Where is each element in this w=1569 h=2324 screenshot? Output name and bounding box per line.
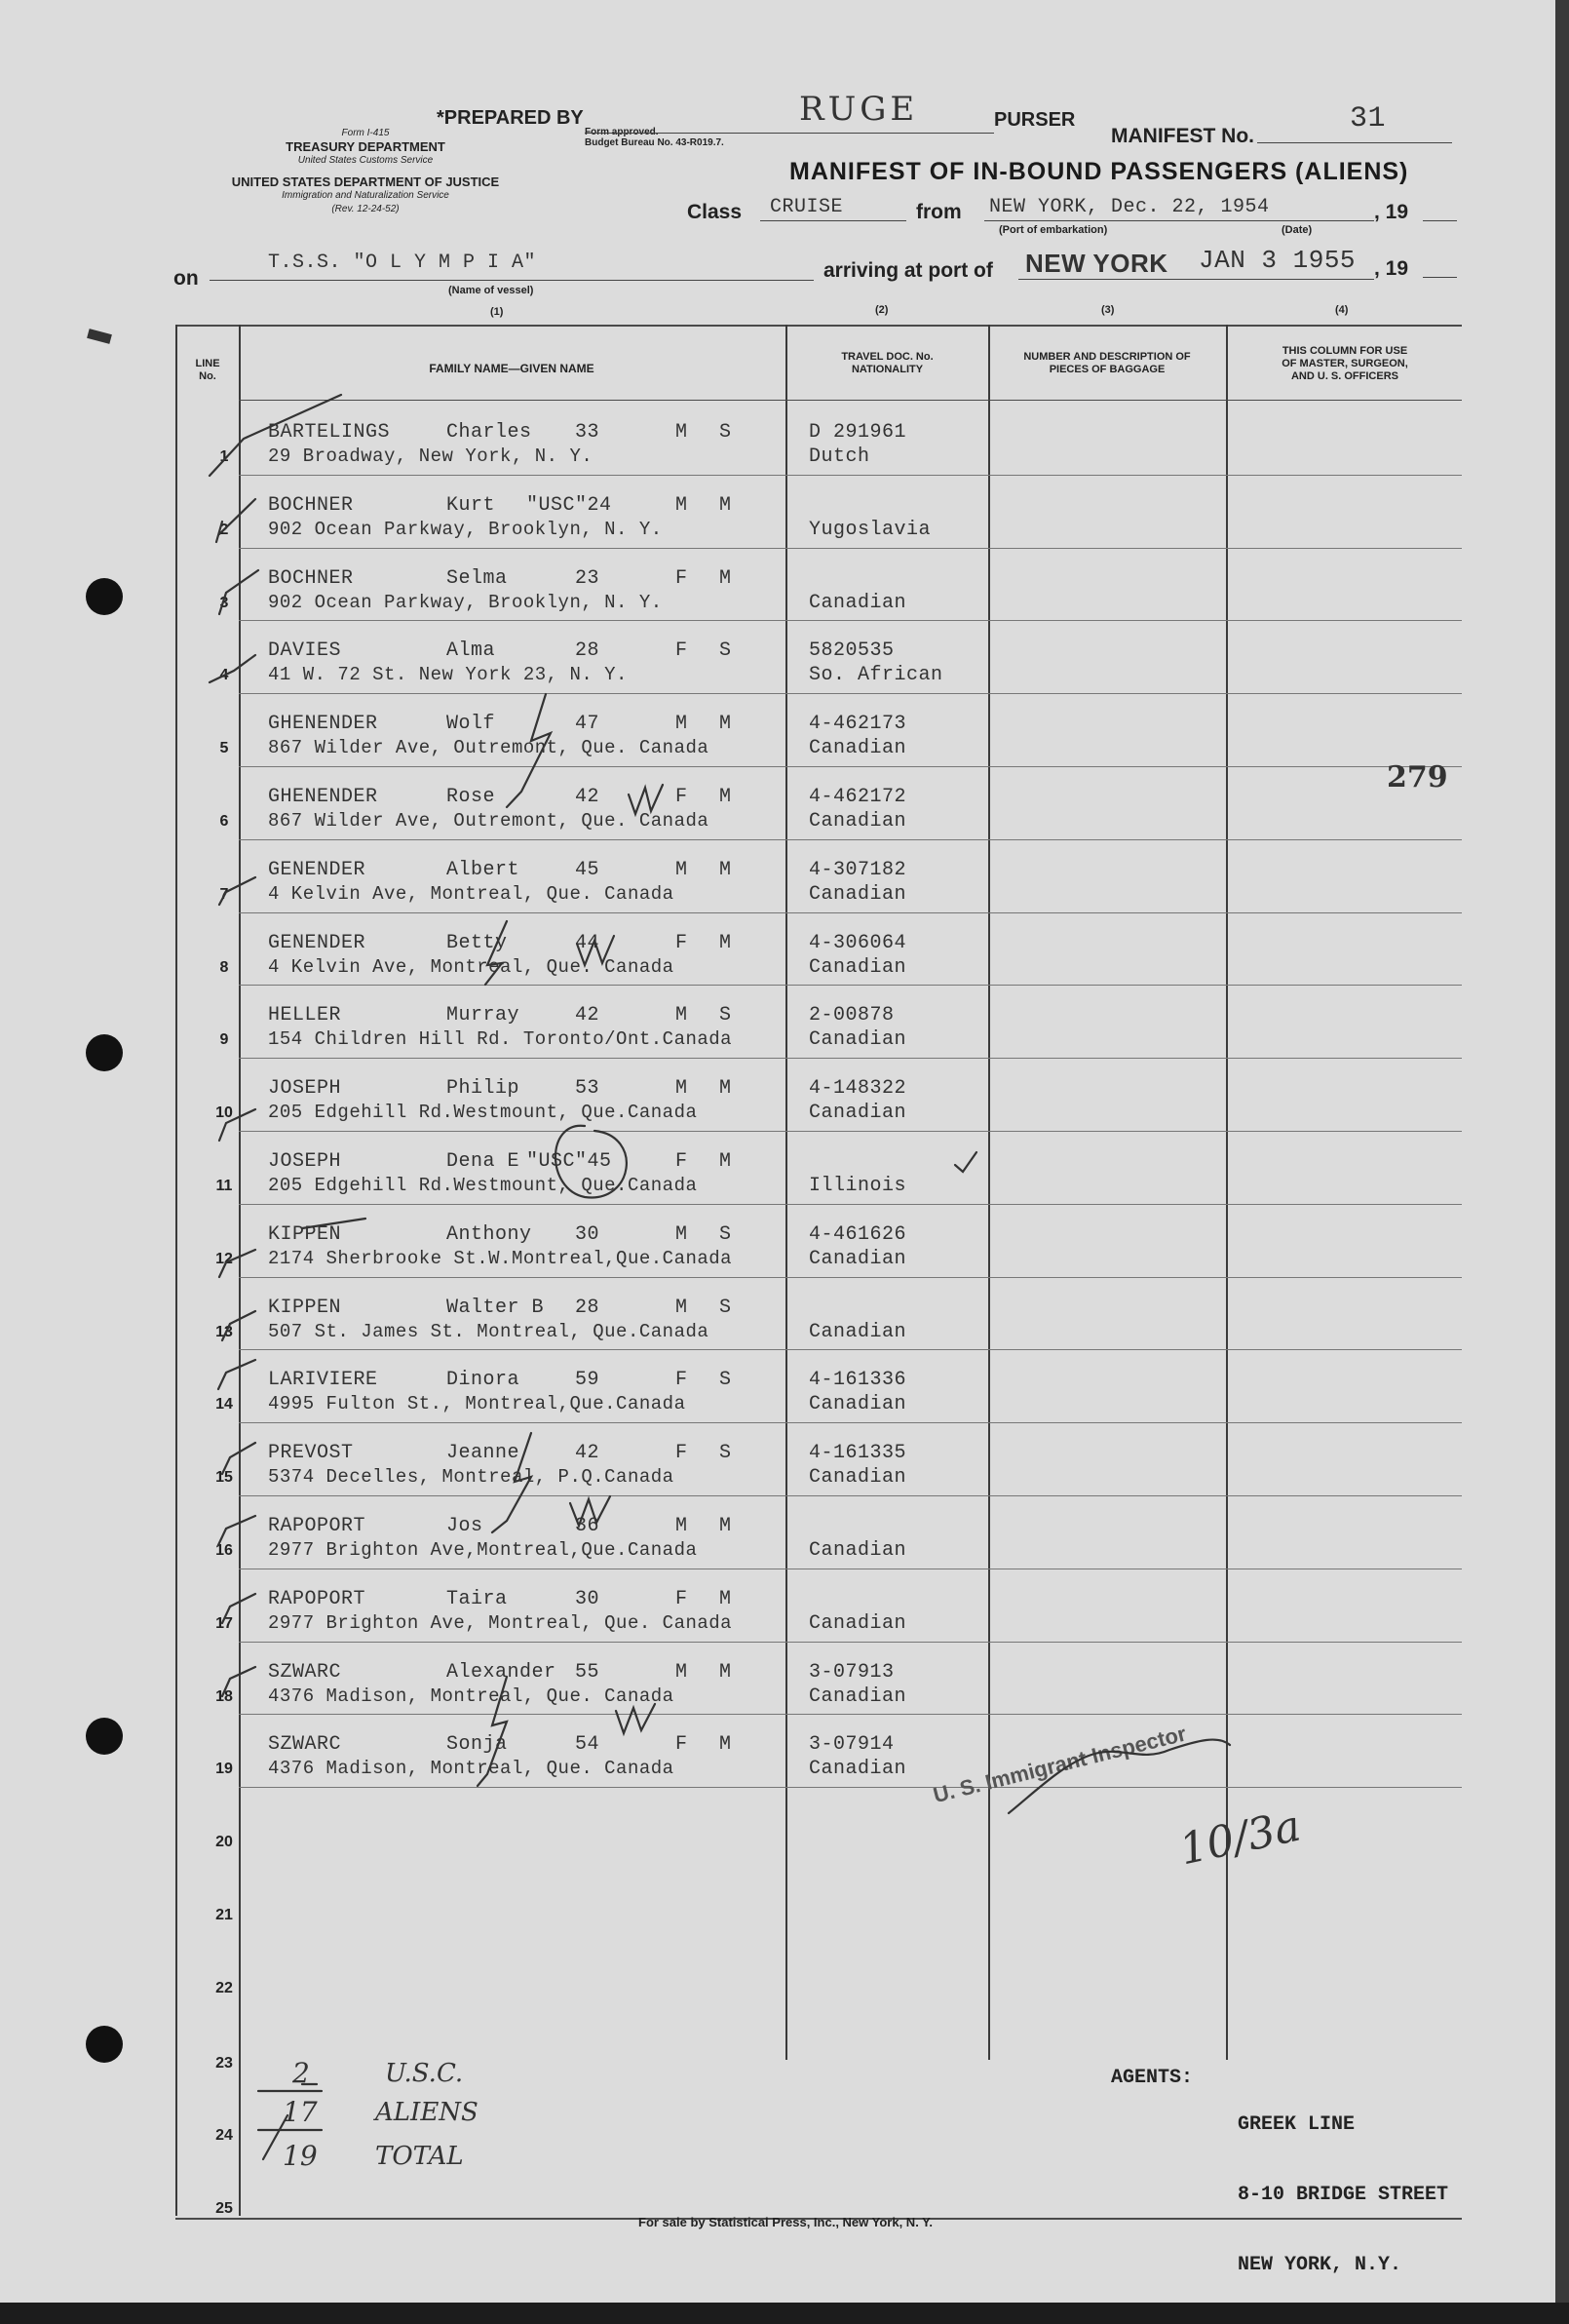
- checkmark: [219, 1109, 255, 1141]
- col-header-name: FAMILY NAME—GIVEN NAME: [429, 362, 594, 375]
- passenger-family-name: GHENENDER: [268, 786, 378, 808]
- passenger-given-name: Anthony: [446, 1222, 532, 1246]
- passenger-family-name: GENENDER: [268, 858, 366, 881]
- checkmark: [210, 395, 341, 476]
- passenger-travel-doc: 4-461626: [809, 1222, 907, 1246]
- passenger-given-name: Selma: [446, 566, 508, 590]
- passenger-sex: F: [675, 1442, 688, 1465]
- agents-line-3: NEW YORK, N.Y.: [1238, 2254, 1402, 2276]
- passenger-sex: F: [675, 639, 688, 663]
- ins-service: Immigration and Naturalization Service: [282, 190, 449, 201]
- line-number: 20: [215, 1834, 233, 1851]
- manifest-no-value: 31: [1350, 102, 1387, 136]
- passenger-marital-status: M: [719, 1587, 732, 1610]
- passenger-travel-doc: 5820535: [809, 639, 895, 663]
- passenger-family-name: KIPPEN: [268, 1222, 342, 1246]
- passenger-sex: F: [675, 566, 688, 590]
- caption-3: (3): [1101, 304, 1115, 316]
- col-officers-label-2: OF MASTER, SURGEON,: [1282, 358, 1408, 369]
- passenger-marital-status: M: [719, 493, 732, 517]
- line-number: 22: [215, 1979, 233, 1996]
- caption-1: (1): [490, 306, 504, 318]
- line-number: 2: [219, 521, 229, 538]
- passenger-given-name: Taira: [446, 1587, 508, 1610]
- passenger-sex: M: [675, 1296, 688, 1319]
- line-number: 3: [219, 594, 229, 611]
- passenger-family-name: BOCHNER: [268, 566, 354, 590]
- passenger-sex: M: [675, 1222, 688, 1246]
- purser-label: PURSER: [994, 109, 1076, 131]
- passenger-age: 42: [575, 1004, 600, 1027]
- inspector-stamp: U. S. Immigrant Inspector: [931, 1721, 1189, 1808]
- passenger-nationality: Canadian: [809, 1028, 907, 1052]
- passenger-address: 902 Ocean Parkway, Brooklyn, N. Y.: [268, 591, 663, 613]
- passenger-age: 36: [575, 1515, 600, 1537]
- strike-mark: [302, 1219, 365, 1228]
- passenger-sex: M: [675, 713, 688, 736]
- class-value: CRUISE: [770, 196, 844, 218]
- vessel-caption: (Name of vessel): [448, 285, 534, 296]
- passenger-marital-status: S: [719, 1369, 732, 1392]
- passenger-marital-status: S: [719, 1442, 732, 1465]
- prepared-by-value: RUGE: [799, 90, 919, 129]
- passenger-sex: M: [675, 1077, 688, 1101]
- w-scribble: [629, 785, 663, 814]
- passenger-family-name: SZWARC: [268, 1733, 342, 1757]
- caption-2: (2): [875, 304, 889, 316]
- checkmark: [219, 877, 255, 905]
- passenger-nationality: Canadian: [809, 1393, 907, 1416]
- passenger-given-name: Walter B: [446, 1296, 545, 1319]
- tally-count-aliens: 17: [283, 2096, 318, 2128]
- line-number: 8: [219, 958, 229, 976]
- col-no-label: No.: [199, 370, 216, 382]
- line-number: 18: [215, 1687, 233, 1705]
- passenger-sex: M: [675, 421, 688, 444]
- passenger-marital-status: M: [719, 566, 732, 590]
- passenger-family-name: RAPOPORT: [268, 1515, 366, 1537]
- line-number: 11: [215, 1178, 233, 1194]
- passenger-given-name: Murray: [446, 1004, 520, 1027]
- vessel-value: T.S.S. "O L Y M P I A": [268, 252, 537, 274]
- from-label: from: [916, 201, 962, 223]
- passenger-address: 2174 Sherbrooke St.W.Montreal,Que.Canada: [268, 1247, 733, 1269]
- passenger-given-name: Jeanne: [446, 1442, 520, 1465]
- passenger-address: 2977 Brighton Ave,Montreal,Que.Canada: [268, 1539, 698, 1561]
- officer-number: 279: [1387, 760, 1448, 794]
- passenger-sex: M: [675, 493, 688, 517]
- passenger-sex: F: [675, 1587, 688, 1610]
- passenger-family-name: JOSEPH: [268, 1077, 342, 1101]
- customs-service: United States Customs Service: [297, 155, 434, 166]
- footer-text: For sale by Statistical Press, Inc., New York, N. Y.: [638, 2215, 934, 2229]
- passenger-age: 44: [575, 931, 600, 954]
- passenger-travel-doc: 4-307182: [809, 858, 907, 881]
- passenger-address: 4376 Madison, Montreal, Que. Canada: [268, 1758, 674, 1780]
- passenger-age: 23: [575, 566, 600, 590]
- checkmark: [218, 1360, 255, 1389]
- form-number: Form I-415: [341, 128, 390, 138]
- line-number: 17: [215, 1614, 233, 1632]
- caption-4: (4): [1335, 304, 1349, 316]
- on-label: on: [173, 267, 199, 290]
- line-number: 1: [219, 448, 229, 465]
- passenger-travel-doc: D 291961: [809, 421, 907, 444]
- line-number: 19: [215, 1761, 233, 1778]
- passenger-travel-doc: 4-161335: [809, 1442, 907, 1465]
- col-baggage-label-2: PIECES OF BAGGAGE: [1049, 364, 1166, 375]
- passenger-age: 59: [575, 1369, 600, 1392]
- passenger-address: 5374 Decelles, Montreal, P.Q.Canada: [268, 1466, 674, 1489]
- col-line-label: LINE: [195, 358, 220, 369]
- line-number: 24: [215, 2127, 233, 2145]
- passenger-age: 55: [575, 1660, 600, 1684]
- passenger-nationality: Canadian: [809, 1685, 907, 1708]
- passenger-age: 30: [575, 1587, 600, 1610]
- year-suffix-2: , 19: [1374, 257, 1409, 280]
- bracket-scribble: [478, 1677, 507, 1786]
- passenger-address: 867 Wilder Ave, Outremont, Que. Canada: [268, 737, 709, 759]
- passenger-marital-status: M: [719, 786, 732, 808]
- line-number: 13: [215, 1323, 233, 1340]
- checkmark: [218, 1516, 255, 1545]
- passenger-nationality: Yugoslavia: [809, 518, 932, 541]
- passenger-family-name: BOCHNER: [268, 493, 354, 517]
- tally-label-usc: U.S.C.: [385, 2059, 464, 2088]
- passenger-given-name: Charles: [446, 421, 532, 444]
- line-number: 7: [219, 885, 229, 903]
- passenger-age: 47: [575, 713, 600, 736]
- arriving-port: NEW YORK: [1025, 249, 1168, 278]
- line-number: 5: [219, 740, 229, 757]
- passenger-sex: M: [675, 1004, 688, 1027]
- passenger-family-name: KIPPEN: [268, 1296, 342, 1319]
- passenger-address: 507 St. James St. Montreal, Que.Canada: [268, 1320, 709, 1342]
- w-scribble: [570, 1496, 610, 1526]
- class-label: Class: [687, 201, 743, 223]
- line-number: 21: [215, 1907, 233, 1923]
- year-suffix-1: , 19: [1374, 201, 1409, 223]
- manifest-title: MANIFEST OF IN-BOUND PASSENGERS (ALIENS): [789, 158, 1409, 185]
- passenger-sex: F: [675, 1733, 688, 1757]
- passenger-family-name: RAPOPORT: [268, 1587, 366, 1610]
- arriving-date: JAN 3 1955: [1199, 246, 1357, 275]
- checkmark: [216, 499, 255, 542]
- passenger-nationality: Canadian: [809, 1539, 907, 1562]
- passenger-family-name: HELLER: [268, 1004, 342, 1027]
- passenger-address: 4995 Fulton St., Montreal,Que.Canada: [268, 1393, 686, 1415]
- checkmark: [222, 1311, 255, 1340]
- passenger-family-name: LARIVIERE: [268, 1369, 378, 1392]
- checkmark: [222, 1667, 255, 1696]
- passenger-age: 54: [575, 1733, 600, 1757]
- passenger-nationality: Canadian: [809, 810, 907, 833]
- bracket-scribble: [507, 694, 551, 807]
- manifest-no-label: MANIFEST No.: [1111, 125, 1254, 147]
- line-number: 14: [215, 1396, 233, 1414]
- passenger-family-name: GENENDER: [268, 931, 366, 954]
- arriving-label: arriving at port of: [823, 259, 993, 282]
- passenger-travel-doc: 4-161336: [809, 1369, 907, 1392]
- passenger-nationality: Canadian: [809, 882, 907, 906]
- passenger-sex: F: [675, 1150, 688, 1173]
- passenger-nationality: Canadian: [809, 1758, 907, 1781]
- checkmark: [955, 1152, 976, 1172]
- passenger-age: "USC"24: [526, 493, 612, 517]
- passenger-age: 28: [575, 639, 600, 663]
- passenger-given-name: Dena E: [446, 1150, 520, 1173]
- passenger-sex: F: [675, 1369, 688, 1392]
- tally-mark: [263, 2115, 287, 2159]
- passenger-family-name: SZWARC: [268, 1660, 342, 1684]
- passenger-given-name: Rose: [446, 786, 496, 808]
- passenger-given-name: Betty: [446, 931, 508, 954]
- passenger-address: 902 Ocean Parkway, Brooklyn, N. Y.: [268, 518, 663, 540]
- passenger-travel-doc: 4-462173: [809, 713, 907, 736]
- passenger-address: 4376 Madison, Montreal, Que. Canada: [268, 1685, 674, 1707]
- passenger-given-name: Alma: [446, 639, 496, 663]
- passenger-nationality: Canadian: [809, 1102, 907, 1125]
- passenger-marital-status: M: [719, 1150, 732, 1173]
- passenger-age: 42: [575, 786, 600, 808]
- passenger-nationality: Illinois: [809, 1175, 907, 1197]
- line-number: 4: [219, 667, 229, 684]
- passenger-family-name: BARTELINGS: [268, 421, 391, 444]
- tally-count-usc: 2: [292, 2057, 310, 2089]
- passenger-nationality: Canadian: [809, 1247, 907, 1270]
- tally-label-total: TOTAL: [375, 2142, 464, 2171]
- passenger-sex: M: [675, 858, 688, 881]
- date-caption: (Date): [1282, 224, 1313, 236]
- line-number: 10: [215, 1104, 233, 1122]
- agents-line-2: 8-10 BRIDGE STREET: [1238, 2184, 1449, 2206]
- w-scribble: [577, 936, 614, 965]
- checkmark: [485, 921, 507, 985]
- passenger-travel-doc: 4-462172: [809, 786, 907, 808]
- checkmark: [222, 1443, 255, 1474]
- passenger-address: 205 Edgehill Rd.Westmount, Que.Canada: [268, 1102, 698, 1124]
- line-number: 6: [219, 813, 229, 830]
- passenger-nationality: Dutch: [809, 445, 870, 468]
- tally-label-aliens: ALIENS: [375, 2098, 478, 2127]
- passenger-marital-status: M: [719, 1733, 732, 1757]
- passenger-given-name: Albert: [446, 858, 520, 881]
- col-baggage-label-1: NUMBER AND DESCRIPTION OF: [1023, 351, 1191, 363]
- passenger-address: 41 W. 72 St. New York 23, N. Y.: [268, 664, 628, 686]
- passenger-marital-status: M: [719, 931, 732, 954]
- passenger-given-name: Dinora: [446, 1369, 520, 1392]
- passenger-nationality: Canadian: [809, 1611, 907, 1635]
- passenger-marital-status: S: [719, 421, 732, 444]
- checkmark: [210, 655, 255, 682]
- passenger-family-name: DAVIES: [268, 639, 342, 663]
- passenger-marital-status: S: [719, 1296, 732, 1319]
- passenger-address: 29 Broadway, New York, N. Y.: [268, 445, 593, 467]
- line-number: 15: [215, 1469, 233, 1487]
- passenger-nationality: So. African: [809, 664, 943, 687]
- line-number: 12: [215, 1250, 233, 1267]
- checkmark: [222, 1594, 255, 1623]
- passenger-age: 33: [575, 421, 600, 444]
- passenger-given-name: Philip: [446, 1077, 520, 1101]
- passenger-address: 4 Kelvin Ave, Montreal, Que. Canada: [268, 955, 674, 978]
- handwritten-date: 10/3a: [1175, 1801, 1305, 1876]
- passenger-address: 205 Edgehill Rd.Westmount, Que.Canada: [268, 1175, 698, 1196]
- passenger-marital-status: S: [719, 1222, 732, 1246]
- form-approved: Form approved.: [585, 127, 659, 137]
- passenger-travel-doc: 2-00878: [809, 1004, 895, 1027]
- passenger-sex: F: [675, 786, 688, 808]
- from-value: NEW YORK, Dec. 22, 1954: [989, 196, 1270, 218]
- passenger-given-name: Wolf: [446, 713, 496, 736]
- inspector-signature: [1009, 1740, 1230, 1813]
- checkmark: [219, 1250, 255, 1277]
- col-nationality-label: NATIONALITY: [851, 364, 924, 375]
- passenger-marital-status: S: [719, 1004, 732, 1027]
- agents-line-1: GREEK LINE: [1238, 2113, 1356, 2136]
- checkmark: [219, 570, 258, 614]
- col-officers-label-3: AND U. S. OFFICERS: [1290, 370, 1398, 382]
- tally-count-total: 19: [283, 2140, 318, 2172]
- treasury-dept: TREASURY DEPARTMENT: [286, 139, 445, 154]
- passenger-nationality: Canadian: [809, 1320, 907, 1343]
- passenger-marital-status: M: [719, 713, 732, 736]
- passenger-marital-status: M: [719, 1077, 732, 1101]
- passenger-sex: M: [675, 1660, 688, 1684]
- passenger-nationality: Canadian: [809, 955, 907, 979]
- passenger-age: "USC"45: [526, 1150, 612, 1173]
- col-officers-label-1: THIS COLUMN FOR USE: [1282, 345, 1408, 357]
- passenger-travel-doc: 4-148322: [809, 1077, 907, 1101]
- passenger-marital-status: S: [719, 639, 732, 663]
- passenger-address: 4 Kelvin Ave, Montreal, Que. Canada: [268, 882, 674, 905]
- bracket-scribble: [492, 1433, 531, 1532]
- line-number: 16: [215, 1542, 233, 1559]
- passenger-marital-status: M: [719, 1660, 732, 1684]
- revision-date: (Rev. 12-24-52): [331, 204, 400, 214]
- passenger-given-name: Alexander: [446, 1660, 556, 1684]
- passenger-address: 867 Wilder Ave, Outremont, Que. Canada: [268, 810, 709, 832]
- passenger-travel-doc: 3-07914: [809, 1733, 895, 1757]
- passenger-age: 42: [575, 1442, 600, 1465]
- passenger-nationality: Canadian: [809, 591, 907, 614]
- passenger-travel-doc: 3-07913: [809, 1660, 895, 1684]
- passenger-given-name: Kurt: [446, 493, 496, 517]
- passenger-age: 53: [575, 1077, 600, 1101]
- passenger-sex: M: [675, 1515, 688, 1537]
- passenger-age: 30: [575, 1222, 600, 1246]
- port-caption: (Port of embarkation): [999, 224, 1108, 236]
- passenger-family-name: PREVOST: [268, 1442, 354, 1465]
- passenger-sex: F: [675, 931, 688, 954]
- passenger-address: 2977 Brighton Ave, Montreal, Que. Canada: [268, 1611, 733, 1634]
- col-doc-label: TRAVEL DOC. No.: [841, 351, 934, 363]
- prepared-by-label: *PREPARED BY: [437, 107, 584, 129]
- passenger-marital-status: M: [719, 858, 732, 881]
- passenger-family-name: JOSEPH: [268, 1150, 342, 1173]
- passenger-nationality: Canadian: [809, 1466, 907, 1490]
- passenger-given-name: Sonja: [446, 1733, 508, 1757]
- passenger-nationality: Canadian: [809, 737, 907, 760]
- w-scribble: [616, 1704, 655, 1733]
- justice-dept: UNITED STATES DEPARTMENT OF JUSTICE: [231, 174, 500, 189]
- line-number: 25: [215, 2200, 233, 2218]
- passenger-travel-doc: 4-306064: [809, 931, 907, 954]
- line-number: 9: [219, 1031, 229, 1049]
- passenger-age: 45: [575, 858, 600, 881]
- circle-mark: [555, 1126, 627, 1198]
- passenger-marital-status: M: [719, 1515, 732, 1537]
- agents-label: AGENTS:: [1111, 2067, 1194, 2089]
- passenger-family-name: GHENENDER: [268, 713, 378, 736]
- passenger-age: 28: [575, 1296, 600, 1319]
- line-number: 23: [215, 2054, 233, 2072]
- budget-bureau: Budget Bureau No. 43-R019.7.: [585, 137, 724, 148]
- passenger-given-name: Jos: [446, 1515, 483, 1537]
- passenger-address: 154 Children Hill Rd. Toronto/Ont.Canada: [268, 1028, 733, 1051]
